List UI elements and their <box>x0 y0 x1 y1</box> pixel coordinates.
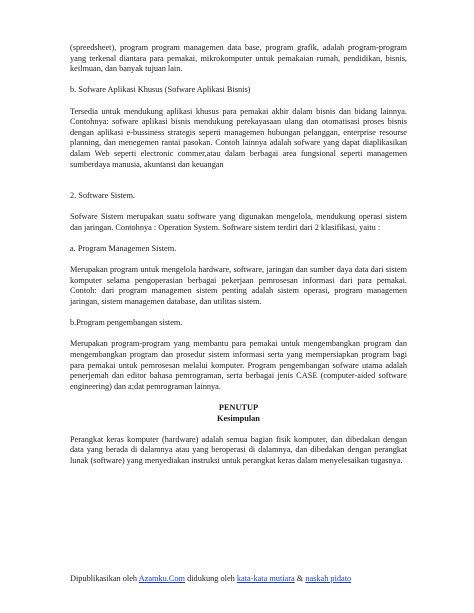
footer-text-supported: didukung oleh <box>185 574 237 583</box>
paragraph-kesimpulan: Perangkat keras komputer (hardware) adalah semua bagian fisik komputer, dan dibedakan dengan data yang berada di dalamnya atau yang beroperasi di dalamnya, dan dibedakan dengan perangkat lunak (software) yang menyediakan instruksi untuk perangkat keras dalam menyelesaikan tugasnya. <box>70 434 407 465</box>
document-body <box>70 43 407 467</box>
footer-link-kata-mutiara[interactable]: kata-kata mutiara <box>236 574 295 583</box>
paragraph-aplikasi-khusus: Tersedia untuk mendukung aplikasi khusus para pemakai akhir dalam bisnis dan bidang lainnya. Contohnya: sofware aplikasi bisnis mendukung perekayasaan ulang dan otomatisasi proses bisnis dengan aplikasi e-bussiness strategis seperti managemen hubungan pelanggan, enterprise resourse planning, dan menegemen rantai pasokan. Contoh lainnya adalah sofware yang dapat diaplikasikan dalam Web seperti electronic commer,atau dalam berbagai area fungsional seperti managemen sumberdaya manusia, akuntansi dan keuangan <box>70 106 407 169</box>
heading-program-pengembangan: b.Program pengembangan sistem. <box>70 318 183 328</box>
heading-program-managemen: a. Program Managemen Sistem. <box>70 244 177 254</box>
heading-aplikasi-khusus: b. Sofware Aplikasi Khusus (Sofware Aplikasi Bisnis) <box>70 85 251 95</box>
footer <box>70 574 407 585</box>
footer-text-published: Dipublikasikan oleh <box>70 574 139 583</box>
paragraph-software-sistem: Sofware Sistem merupakan suatu software yang digunakan mengelola, mendukung operasi sistem dan jaringan. Contohnya : Operation System. Software sistem terdiri dari 2 klasifikasi, yaitu : <box>70 212 407 232</box>
footer-text-and: & <box>294 574 306 583</box>
title-penutup: PENUTUP <box>218 403 259 412</box>
footer-link-naskah-pidato[interactable]: naskah pidato <box>305 574 352 583</box>
paragraph-program-pengembangan: Merupakan program-program yang membantu para pemakai untuk mengembangkan program dan mengembangkan program dan prosedur sistem informasi serta yang mempersiapkan program bagi para pemakai untuk pemrosesan melalui komputer. Program pengembangan sofware utama adalah penerjemah dan editor bahasa pemrograman, serta berbagai jenis CASE (computer-aided software engineering) dan a;dat pemrograman lainnya. <box>70 339 407 391</box>
footer-link-azamku[interactable]: Azamku.Com <box>138 574 186 583</box>
heading-software-sistem: 2. Software Sistem. <box>70 191 135 201</box>
paragraph-spreadsheet: (spreedsheet), program program managemen data base, program grafik, adalah program-program yang terkenal diantara para pemakai, mikrokomputer untuk pemakaian rumah, pendidikan, bisnis, keilmuan, dan banyak tujuan lain. <box>70 43 407 74</box>
paragraph-program-managemen: Merupakan program untuk mengelola hardware, software, jaringan dan sumber daya data dari sistem komputer selama pengoperasian berbagai pekerjaan pemrosesan informasi dari para pemakai. Contoh: dari program managemen sistem penting adalah sistem operasi, program managemen jaringan, sistem managemen database, dan utilitas sistem. <box>70 265 407 307</box>
title-kesimpulan: Kesimpulan <box>217 413 260 423</box>
